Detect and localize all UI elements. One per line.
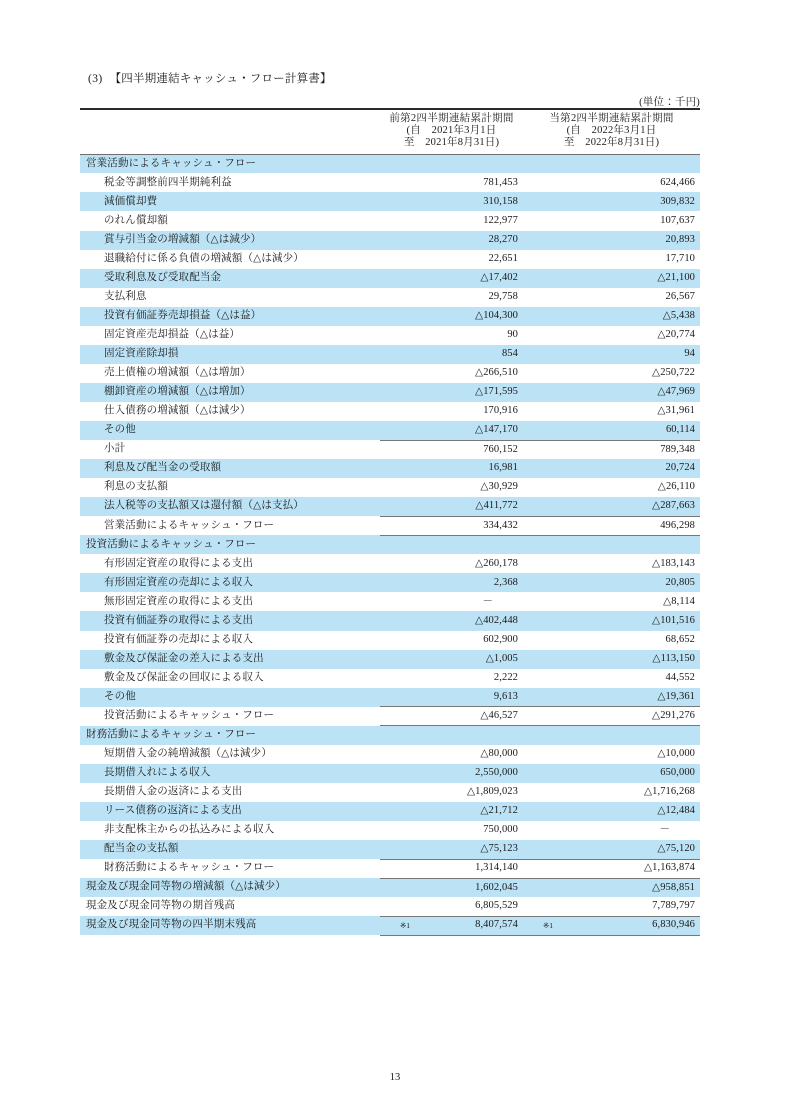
row-curr-value: △12,484 — [557, 802, 700, 821]
row-item-label: 有形固定資産の売却による収入 — [80, 573, 380, 592]
row-curr-value: 44,552 — [557, 669, 700, 688]
row-prev-value: 1,314,140 — [414, 859, 523, 878]
row-curr-note-mark — [523, 573, 557, 592]
row-item-label: リース債務の返済による支出 — [80, 802, 380, 821]
row-prev-note-mark — [380, 783, 414, 802]
row-item-label: のれん償却額 — [80, 211, 380, 230]
prev-period-from: (自 2021年3月1日 — [406, 125, 497, 137]
row-curr-note-mark — [523, 269, 557, 288]
row-curr-note-mark — [523, 364, 557, 383]
row-curr-note-mark — [523, 897, 557, 916]
row-curr-note-mark — [523, 192, 557, 211]
row-curr-value: 60,114 — [557, 421, 700, 440]
column-header-previous-period — [380, 109, 523, 154]
row-curr-note-mark — [523, 402, 557, 421]
row-item-label: 非支配株主からの払込みによる収入 — [80, 821, 380, 840]
row-item-label: 法人税等の支払額又は還付額（△は支払） — [80, 497, 380, 516]
table-row — [80, 821, 700, 840]
row-item-label: 売上債権の増減額（△は増加） — [80, 364, 380, 383]
row-curr-note-mark — [523, 592, 557, 611]
row-prev-note-mark — [380, 173, 414, 192]
row-curr-value: △19,361 — [557, 688, 700, 707]
row-curr-note-mark — [523, 611, 557, 630]
row-curr-value: △5,438 — [557, 307, 700, 326]
page-number: 13 — [389, 1072, 401, 1083]
table-row — [80, 307, 700, 326]
row-curr-note-mark — [523, 421, 557, 440]
column-header-label — [80, 109, 380, 154]
row-section-label: 現金及び現金同等物の四半期末残高 — [80, 916, 380, 935]
row-curr-value: △113,150 — [557, 650, 700, 669]
unit-note: (単位：千円) — [639, 97, 700, 108]
row-prev-value: 122,977 — [414, 211, 523, 230]
row-prev-value: △104,300 — [414, 307, 523, 326]
row-prev-value: 760,152 — [414, 440, 523, 459]
curr-period-from: (自 2022年3月1日 — [566, 125, 657, 137]
row-item-label: 小計 — [80, 440, 380, 459]
row-curr-note-mark: ※1 — [523, 916, 557, 935]
row-curr-note-mark — [523, 783, 557, 802]
row-curr-value: 17,710 — [557, 250, 700, 269]
row-prev-note-mark — [380, 421, 414, 440]
row-item-label: 減価償却費 — [80, 192, 380, 211]
row-curr-note-mark — [523, 326, 557, 345]
table-row — [80, 554, 700, 573]
row-curr-note-mark — [523, 497, 557, 516]
row-prev-note-mark — [380, 192, 414, 211]
row-prev-value: △260,178 — [414, 554, 523, 573]
row-prev-note-mark — [380, 878, 414, 897]
row-curr-value: △26,110 — [557, 478, 700, 497]
row-curr-note-mark — [523, 688, 557, 707]
table-row — [80, 250, 700, 269]
row-item-label: 賞与引当金の増減額（△は減少） — [80, 231, 380, 250]
row-prev-note-mark — [380, 897, 414, 916]
row-item-label: 投資有価証券の取得による支出 — [80, 611, 380, 630]
row-prev-value — [414, 535, 523, 554]
row-prev-note-mark — [380, 516, 414, 535]
row-curr-note-mark — [523, 821, 557, 840]
row-prev-note-mark — [380, 440, 414, 459]
row-item-label: その他 — [80, 421, 380, 440]
table-row — [80, 573, 700, 592]
table-row — [80, 402, 700, 421]
row-prev-value: 2,550,000 — [414, 764, 523, 783]
curr-period-to: 至 2022年8月31日) — [563, 137, 660, 149]
curr-period-title: 当第2四半期連結累計期間 — [549, 112, 674, 124]
row-curr-note-mark — [523, 745, 557, 764]
row-prev-note-mark — [380, 745, 414, 764]
row-prev-note-mark — [380, 402, 414, 421]
row-curr-value: 20,805 — [557, 573, 700, 592]
row-prev-value: 750,000 — [414, 821, 523, 840]
row-curr-value: △250,722 — [557, 364, 700, 383]
row-item-label: 敷金及び保証金の回収による収入 — [80, 669, 380, 688]
table-row — [80, 535, 700, 554]
table-body — [80, 154, 700, 935]
row-prev-note-mark — [380, 364, 414, 383]
row-curr-note-mark — [523, 231, 557, 250]
row-item-label: 固定資産除却損 — [80, 345, 380, 364]
table-header — [80, 109, 700, 154]
row-prev-note-mark — [380, 383, 414, 402]
row-item-label: その他 — [80, 688, 380, 707]
row-curr-note-mark — [523, 211, 557, 230]
row-curr-value: △31,961 — [557, 402, 700, 421]
row-prev-note-mark — [380, 573, 414, 592]
row-prev-note-mark — [380, 669, 414, 688]
row-curr-note-mark — [523, 650, 557, 669]
row-item-label: 利息の支払額 — [80, 478, 380, 497]
row-item-label: 投資有価証券の売却による収入 — [80, 631, 380, 650]
row-prev-note-mark — [380, 631, 414, 650]
row-prev-note-mark — [380, 269, 414, 288]
row-prev-value: △21,712 — [414, 802, 523, 821]
row-curr-note-mark — [523, 554, 557, 573]
row-curr-note-mark — [523, 173, 557, 192]
row-curr-note-mark — [523, 707, 557, 726]
row-item-label: 棚卸資産の増減額（△は増加） — [80, 383, 380, 402]
row-curr-note-mark — [523, 802, 557, 821]
row-prev-value: 2,222 — [414, 669, 523, 688]
row-prev-value: 16,981 — [414, 459, 523, 478]
row-prev-value: 2,368 — [414, 573, 523, 592]
row-prev-value: △75,123 — [414, 840, 523, 859]
row-curr-value: 309,832 — [557, 192, 700, 211]
row-item-label: 配当金の支払額 — [80, 840, 380, 859]
row-prev-note-mark: ※1 — [380, 916, 414, 935]
row-curr-note-mark — [523, 535, 557, 554]
row-curr-value: △1,163,874 — [557, 859, 700, 878]
table-row — [80, 592, 700, 611]
table-row — [80, 859, 700, 878]
row-curr-value: 94 — [557, 345, 700, 364]
row-curr-value: 107,637 — [557, 211, 700, 230]
table-row — [80, 364, 700, 383]
row-prev-value: △402,448 — [414, 611, 523, 630]
table-row — [80, 478, 700, 497]
row-prev-value: △147,170 — [414, 421, 523, 440]
row-prev-note-mark — [380, 840, 414, 859]
row-section-label: 現金及び現金同等物の増減額（△は減少） — [80, 878, 380, 897]
row-curr-value: △10,000 — [557, 745, 700, 764]
row-item-label: 財務活動によるキャッシュ・フロー — [80, 859, 380, 878]
row-curr-value: 624,466 — [557, 173, 700, 192]
row-item-label: 投資活動によるキャッシュ・フロー — [80, 707, 380, 726]
row-curr-value: △958,851 — [557, 878, 700, 897]
row-prev-note-mark — [380, 497, 414, 516]
row-item-label: 支払利息 — [80, 288, 380, 307]
row-curr-note-mark — [523, 764, 557, 783]
row-curr-value: 7,789,797 — [557, 897, 700, 916]
row-curr-note-mark — [523, 478, 557, 497]
row-item-label: 投資有価証券売却損益（△は益） — [80, 307, 380, 326]
cash-flow-table — [80, 108, 700, 936]
row-prev-note-mark — [380, 345, 414, 364]
section-title: 【四半期連結キャッシュ・フロー計算書】 — [109, 73, 332, 85]
row-curr-value — [557, 535, 700, 554]
row-prev-note-mark — [380, 859, 414, 878]
row-curr-note-mark — [523, 459, 557, 478]
row-curr-note-mark — [523, 878, 557, 897]
table-row — [80, 840, 700, 859]
row-curr-value: △47,969 — [557, 383, 700, 402]
row-curr-value: △1,716,268 — [557, 783, 700, 802]
table-row — [80, 878, 700, 897]
row-prev-value: △171,595 — [414, 383, 523, 402]
row-prev-note-mark — [380, 307, 414, 326]
row-curr-value: △21,100 — [557, 269, 700, 288]
row-prev-note-mark — [380, 688, 414, 707]
table-row — [80, 231, 700, 250]
row-curr-value — [557, 154, 700, 173]
row-curr-value: 26,567 — [557, 288, 700, 307]
row-curr-note-mark — [523, 726, 557, 745]
row-curr-value: 789,348 — [557, 440, 700, 459]
row-curr-note-mark — [523, 440, 557, 459]
table-row — [80, 421, 700, 440]
row-prev-value: △30,929 — [414, 478, 523, 497]
row-item-label: 無形固定資産の取得による支出 — [80, 592, 380, 611]
row-prev-note-mark — [380, 231, 414, 250]
prev-period-to: 至 2021年8月31日) — [403, 137, 500, 149]
row-prev-value: △411,772 — [414, 497, 523, 516]
table-row — [80, 726, 700, 745]
table-row — [80, 288, 700, 307]
row-prev-value: 1,602,045 — [414, 878, 523, 897]
row-prev-value — [414, 726, 523, 745]
row-prev-note-mark — [380, 535, 414, 554]
row-prev-value: 8,407,574 — [414, 916, 523, 935]
row-prev-note-mark — [380, 707, 414, 726]
row-item-label: 短期借入金の純増減額（△は減少） — [80, 745, 380, 764]
table-row — [80, 345, 700, 364]
row-curr-note-mark — [523, 250, 557, 269]
table-row — [80, 326, 700, 345]
row-curr-note-mark — [523, 383, 557, 402]
row-curr-value: 68,652 — [557, 631, 700, 650]
row-prev-value: △266,510 — [414, 364, 523, 383]
row-curr-note-mark — [523, 631, 557, 650]
row-curr-value: △183,143 — [557, 554, 700, 573]
row-curr-value: 20,724 — [557, 459, 700, 478]
row-curr-value: 20,893 — [557, 231, 700, 250]
row-prev-value: 334,432 — [414, 516, 523, 535]
row-prev-note-mark — [380, 802, 414, 821]
row-item-label: 退職給付に係る負債の増減額（△は減少） — [80, 250, 380, 269]
section-number: (3) — [88, 73, 103, 85]
row-prev-note-mark — [380, 211, 414, 230]
row-prev-note-mark — [380, 478, 414, 497]
table-row — [80, 383, 700, 402]
row-prev-value: 602,900 — [414, 631, 523, 650]
row-curr-value: － — [557, 821, 700, 840]
row-prev-note-mark — [380, 288, 414, 307]
table-row — [80, 440, 700, 459]
row-item-label: 敷金及び保証金の差入による支出 — [80, 650, 380, 669]
row-section-label: 営業活動によるキャッシュ・フロー — [80, 154, 380, 173]
row-curr-value: 496,298 — [557, 516, 700, 535]
row-item-label: 税金等調整前四半期純利益 — [80, 173, 380, 192]
row-prev-note-mark — [380, 250, 414, 269]
table-row — [80, 192, 700, 211]
row-prev-value: 22,651 — [414, 250, 523, 269]
row-curr-value — [557, 726, 700, 745]
row-curr-value: 6,830,946 — [557, 916, 700, 935]
row-item-label: 固定資産売却損益（△は益） — [80, 326, 380, 345]
row-prev-value: △46,527 — [414, 707, 523, 726]
row-prev-value: 854 — [414, 345, 523, 364]
table-row — [80, 802, 700, 821]
table-row — [80, 897, 700, 916]
row-curr-note-mark — [523, 345, 557, 364]
row-section-label: 投資活動によるキャッシュ・フロー — [80, 535, 380, 554]
row-prev-note-mark — [380, 821, 414, 840]
row-curr-value: △291,276 — [557, 707, 700, 726]
row-prev-value: △1,005 — [414, 650, 523, 669]
row-prev-note-mark — [380, 764, 414, 783]
table-row — [80, 631, 700, 650]
row-prev-note-mark — [380, 726, 414, 745]
row-item-label: 営業活動によるキャッシュ・フロー — [80, 516, 380, 535]
row-prev-value: 6,805,529 — [414, 897, 523, 916]
row-curr-value: △8,114 — [557, 592, 700, 611]
table-row — [80, 783, 700, 802]
row-item-label: 仕入債務の増減額（△は減少） — [80, 402, 380, 421]
row-prev-value: △17,402 — [414, 269, 523, 288]
table-row — [80, 211, 700, 230]
row-item-label: 長期借入金の返済による支出 — [80, 783, 380, 802]
row-curr-note-mark — [523, 307, 557, 326]
row-prev-value: 28,270 — [414, 231, 523, 250]
row-curr-note-mark — [523, 516, 557, 535]
row-item-label: 長期借入れによる収入 — [80, 764, 380, 783]
row-curr-value: △75,120 — [557, 840, 700, 859]
row-item-label: 有形固定資産の取得による支出 — [80, 554, 380, 573]
row-prev-note-mark — [380, 554, 414, 573]
row-prev-value — [414, 154, 523, 173]
row-section-label: 現金及び現金同等物の期首残高 — [80, 897, 380, 916]
row-curr-note-mark — [523, 840, 557, 859]
row-prev-note-mark — [380, 154, 414, 173]
table-row — [80, 669, 700, 688]
row-prev-note-mark — [380, 650, 414, 669]
row-curr-value: △20,774 — [557, 326, 700, 345]
table-row — [80, 516, 700, 535]
row-prev-value: 781,453 — [414, 173, 523, 192]
table-row — [80, 173, 700, 192]
row-prev-value: 29,758 — [414, 288, 523, 307]
table-row — [80, 745, 700, 764]
row-prev-value: △80,000 — [414, 745, 523, 764]
row-prev-value: △1,809,023 — [414, 783, 523, 802]
row-prev-note-mark — [380, 326, 414, 345]
row-curr-note-mark — [523, 288, 557, 307]
row-prev-value: 9,613 — [414, 688, 523, 707]
row-item-label: 受取利息及び受取配当金 — [80, 269, 380, 288]
table-row — [80, 611, 700, 630]
row-curr-value: 650,000 — [557, 764, 700, 783]
row-curr-note-mark — [523, 669, 557, 688]
row-prev-note-mark — [380, 592, 414, 611]
table-row — [80, 707, 700, 726]
row-curr-value: △101,516 — [557, 611, 700, 630]
row-prev-value: 90 — [414, 326, 523, 345]
page-title — [88, 70, 332, 86]
row-section-label: 財務活動によるキャッシュ・フロー — [80, 726, 380, 745]
table-row — [80, 764, 700, 783]
row-prev-value: － — [414, 592, 523, 611]
row-item-label: 利息及び配当金の受取額 — [80, 459, 380, 478]
row-curr-note-mark — [523, 859, 557, 878]
table-row — [80, 459, 700, 478]
table-row — [80, 688, 700, 707]
prev-period-title: 前第2四半期連結累計期間 — [389, 112, 514, 124]
column-header-current-period — [523, 109, 700, 154]
table-row — [80, 269, 700, 288]
row-prev-note-mark — [380, 459, 414, 478]
row-prev-value: 310,158 — [414, 192, 523, 211]
row-curr-value: △287,663 — [557, 497, 700, 516]
row-curr-note-mark — [523, 154, 557, 173]
table-row — [80, 650, 700, 669]
table-row — [80, 497, 700, 516]
table-row — [80, 154, 700, 173]
table-row — [80, 916, 700, 935]
row-prev-note-mark — [380, 611, 414, 630]
row-prev-value: 170,916 — [414, 402, 523, 421]
